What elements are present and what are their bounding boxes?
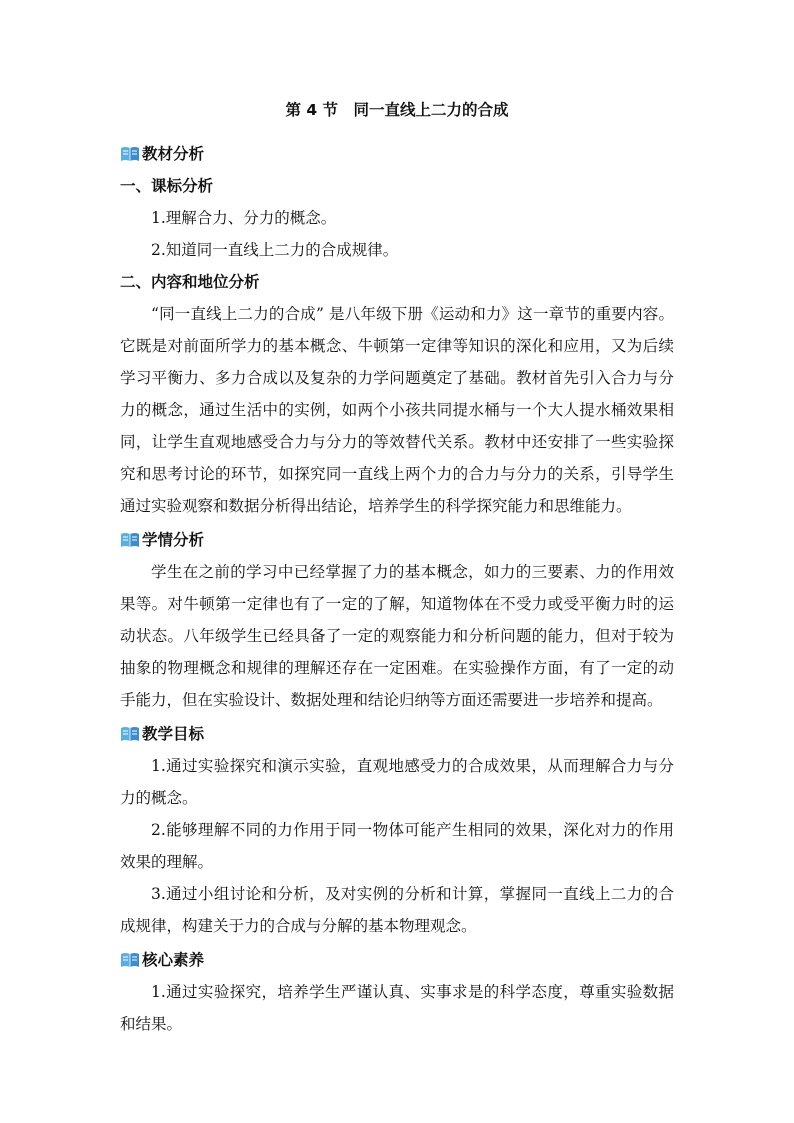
section-textbook-analysis bbox=[120, 138, 674, 170]
section-heading: 学情分析 bbox=[142, 531, 205, 549]
book-icon bbox=[120, 725, 140, 743]
goal-item: 2.能够理解不同的力作用于同一物体可能产生相同的效果，深化对力的作用效果的理解。 bbox=[120, 821, 674, 871]
section-heading: 教学目标 bbox=[142, 725, 205, 743]
subheading-content: 二、内容和地位分析 bbox=[120, 273, 260, 291]
page-title: 第 4 节 同一直线上二力的合成 bbox=[285, 101, 509, 119]
literacy-item: 1.通过实验探究，培养学生严谨认真、实事求是的科学态度，尊重实验数据和结果。 bbox=[120, 983, 674, 1033]
section-teaching-goals bbox=[120, 718, 674, 750]
section-heading: 教材分析 bbox=[142, 145, 205, 163]
section-heading: 核心素养 bbox=[142, 951, 205, 969]
section-core-literacy bbox=[120, 944, 674, 976]
book-icon bbox=[120, 531, 140, 549]
subheading-curriculum: 一、课标分析 bbox=[120, 177, 214, 195]
book-icon bbox=[120, 145, 140, 163]
goal-item: 1.通过实验探究和演示实验，直观地感受力的合成效果，从而理解合力与分力的概念。 bbox=[120, 757, 674, 807]
student-paragraph: 学生在之前的学习中已经掌握了力的基本概念，如力的三要素、力的作用效果等。对牛顿第一定律也有了一定的了解，知道物体在不受力或受平衡力时的运动状态。八年级学生已经具备了一定的观察能力和分析问题的能力，但对于较为抽象的物理概念和规律的理解还存在一定困难。在实验操作方面，有了一定的动手能力，但在实验设计、数据处理和结论归纳等方面还需要进一步培养和提高。 bbox=[120, 563, 674, 709]
curriculum-item: 1.理解合力、分力的概念。 bbox=[151, 209, 337, 227]
section-student-analysis bbox=[120, 524, 674, 556]
goal-item: 3.通过小组讨论和分析，及对实例的分析和计算，掌握同一直线上二力的合成规律，构建关于力的合成与分解的基本物理观念。 bbox=[120, 885, 674, 935]
curriculum-item: 2.知道同一直线上二力的合成规律。 bbox=[151, 241, 399, 259]
content-paragraph: “同一直线上二力的合成” 是八年级下册《运动和力》这一章节的重要内容。它既是对前面所学力的基本概念、牛顿第一定律等知识的深化和应用，又为后续学习平衡力、多力合成以及复杂的力学问题奠定了基础。教材首先引入合力与分力的概念，通过生活中的实例，如两个小孩共同提水桶与一个大人提水桶效果相同，让学生直观地感受合力与分力的等效替代关系。教材中还安排了一些实验探究和思考讨论的环节，如探究同一直线上两个力的合力与分力的关系，引导学生通过实验观察和数据分析得出结论，培养学生的科学探究能力和思维能力。 bbox=[120, 305, 674, 515]
book-icon bbox=[120, 951, 140, 969]
